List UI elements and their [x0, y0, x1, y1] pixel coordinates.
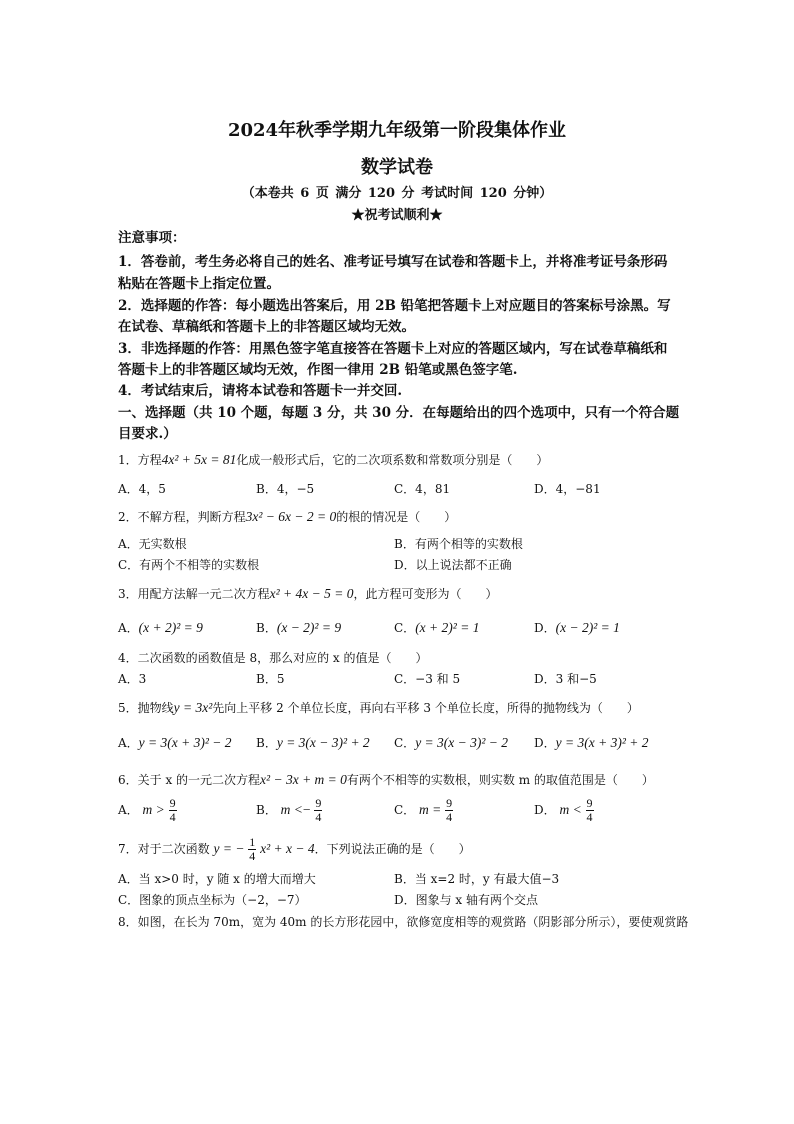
q3-option-c: [394, 619, 479, 636]
q2-suffix: 的根的情况是（ ）: [336, 510, 457, 524]
q5-option-b: [256, 734, 370, 751]
q2-option-a: A．无实数根: [118, 537, 187, 551]
q7-eq-post: x² + x − 4: [260, 841, 315, 856]
q5-option-d-label: D．: [534, 736, 556, 750]
q2-option-c: C．有两个不相等的实数根: [118, 558, 260, 572]
question-8: 8．如图，在长为 70m，宽为 40m 的长方形花园中，欲修宽度相等的观赏路（阴影部分所示），要使观赏路: [118, 915, 689, 929]
section-1-line-1: 一、选择题（共 10 个题，每题 3 分，共 30 分．在每题给出的四个选项中，只有一个符合题: [118, 405, 680, 421]
fraction-numerator: 9: [169, 796, 176, 810]
q6-option-d: [534, 797, 594, 824]
q3-option-a: [118, 619, 203, 636]
q6-option-d-label: D．: [534, 803, 556, 817]
q5-option-a-label: A．: [118, 736, 139, 750]
fraction-denominator: 4: [169, 810, 176, 824]
q3-suffix: ，此方程可变形为（ ）: [353, 587, 498, 601]
q5-suffix: 先向上平移 2 个单位长度，再向右平移 3 个单位长度，所得的抛物线为（ ）: [212, 701, 639, 715]
q3-option-b: [256, 619, 341, 636]
q6-option-b-sign: −: [302, 802, 311, 817]
exam-title: 2024年秋季学期九年级第一阶段集体作业: [227, 120, 567, 141]
q3-option-a-label: A．: [118, 621, 139, 635]
q5-option-c-expr: y = 3(x − 3)² − 2: [415, 735, 509, 750]
q2-equation: 3x² − 6x − 2 = 0: [245, 509, 337, 524]
q5-option-a: [118, 734, 232, 751]
q3-equation: x² + 4x − 5 = 0: [269, 586, 354, 601]
question-2: [118, 508, 456, 525]
q5-option-b-expr: y = 3(x − 3)² + 2: [276, 735, 370, 750]
q6-option-b-label: B．: [256, 803, 277, 817]
q6-option-b-expr: m <: [280, 802, 303, 817]
subject-title: 数学试卷: [361, 157, 433, 178]
q6-option-b: [256, 797, 322, 824]
q5-option-a-expr: y = 3(x + 3)² − 2: [138, 735, 232, 750]
q7-option-c: C．图象的顶点坐标为（−2，−7）: [118, 893, 307, 907]
q3-option-d-expr: (x − 2)² = 1: [555, 620, 620, 635]
q5-prefix: 5．抛物线: [118, 701, 174, 715]
q7-fraction: [248, 836, 256, 863]
q6-option-d-fraction: [586, 797, 594, 824]
blessing-text: ★祝考试顺利★: [351, 208, 443, 223]
fraction-numerator: 9: [315, 796, 322, 810]
q3-prefix: 3．用配方法解一元二次方程: [118, 587, 270, 601]
question-3: [118, 585, 498, 602]
exam-info: （本卷共 6 页 满分 120 分 考试时间 120 分钟）: [241, 186, 553, 201]
q6-option-c-expr: m =: [419, 802, 442, 817]
q5-option-d: [534, 734, 648, 751]
notes-heading: 注意事项：: [118, 230, 186, 246]
fraction-denominator: 4: [586, 810, 593, 824]
q2-option-b: B．有两个相等的实数根: [394, 537, 523, 551]
q6-option-a-label: A．: [118, 803, 139, 817]
q6-option-a: [118, 797, 177, 824]
q6-option-c: [394, 797, 453, 824]
q1-option-c: C．4，81: [394, 482, 451, 496]
question-7: [118, 836, 471, 863]
q3-option-d-label: D．: [534, 621, 556, 635]
q5-equation: y = 3x²: [173, 700, 213, 715]
note-2-line-2: 在试卷、草稿纸和答题卡上的非答题区域均无效。: [118, 319, 415, 335]
q4-option-d: D．3 和−5: [534, 672, 597, 686]
q1-option-d: D．4，−81: [534, 482, 601, 496]
q3-option-c-label: C．: [394, 621, 416, 635]
q4-option-c: C．−3 和 5: [394, 672, 461, 686]
q6-equation: x² − 3x + m = 0: [260, 772, 347, 787]
note-2-line-1: 2．选择题的作答：每小题选出答案后，用 2B 铅笔把答题卡上对应题目的答案标号涂黑。写: [118, 298, 671, 314]
q1-option-b: B．4，−5: [256, 482, 315, 496]
fraction-numerator: 9: [446, 796, 453, 810]
q2-prefix: 2．不解方程，判断方程: [118, 510, 246, 524]
note-1-line-1: 1．答卷前，考生务必将自己的姓名、准考证号填写在试卷和答题卡上，并将准考证号条形码: [118, 254, 668, 270]
q6-option-c-fraction: [445, 797, 453, 824]
fraction-numerator: 9: [586, 796, 593, 810]
fraction-denominator: 4: [446, 810, 453, 824]
q3-option-d: [534, 619, 620, 636]
q1-equation: 4x² + 5x = 81: [161, 452, 237, 467]
q2-option-d: D．以上说法都不正确: [394, 558, 512, 572]
q1-suffix: 化成一般形式后，它的二次项系数和常数项分别是（ ）: [236, 453, 549, 467]
note-3-line-2: 答题卡上的非答题区域均无效，作图一律用 2B 铅笔或黑色签字笔.: [118, 362, 518, 378]
question-6: [118, 771, 654, 788]
q7-suffix: ．下列说法正确的是（ ）: [314, 842, 471, 856]
question-5: [118, 699, 639, 716]
note-3-line-1: 3．非选择题的作答：用黑色签字笔直接答在答题卡上对应的答题区域内，写在试卷草稿纸和: [118, 341, 668, 357]
q7-eq-pre: y = −: [213, 841, 245, 856]
q3-option-b-expr: (x − 2)² = 9: [276, 620, 342, 635]
q6-option-b-fraction: [314, 797, 322, 824]
q5-option-d-expr: y = 3(x + 3)² + 2: [555, 735, 649, 750]
note-4: 4．考试结束后，请将本试卷和答题卡一并交回.: [118, 383, 403, 399]
q6-suffix: 有两个不相等的实数根，则实数 m 的取值范围是（ ）: [346, 773, 654, 787]
q6-option-a-fraction: [169, 797, 177, 824]
q3-option-a-expr: (x + 2)² = 9: [138, 620, 203, 635]
fraction-numerator: 1: [249, 835, 256, 849]
fraction-denominator: 4: [315, 810, 322, 824]
q4-option-b: B．5: [256, 672, 285, 686]
q4-option-a: A．3: [118, 672, 147, 686]
q3-option-c-expr: (x + 2)² = 1: [415, 620, 480, 635]
q7-option-b: B．当 x=2 时，y 有最大值−3: [394, 872, 560, 886]
q1-prefix: 1．方程: [118, 453, 162, 467]
q7-option-a: A．当 x>0 时，y 随 x 的增大而增大: [118, 872, 316, 886]
q5-option-c-label: C．: [394, 736, 416, 750]
question-4: 4．二次函数的函数值是 8，那么对应的 x 的值是（ ）: [118, 651, 428, 665]
q1-option-a: A．4，5: [118, 482, 166, 496]
fraction-denominator: 4: [249, 849, 256, 863]
q7-prefix: 7．对于二次函数: [118, 842, 210, 856]
q6-prefix: 6．关于 x 的一元二次方程: [118, 773, 261, 787]
q5-option-b-label: B．: [256, 736, 277, 750]
q3-option-b-label: B．: [256, 621, 277, 635]
question-1: [118, 451, 548, 468]
q7-option-d: D．图象与 x 轴有两个交点: [394, 893, 539, 907]
q5-option-c: [394, 734, 508, 751]
note-1-line-2: 粘贴在答题卡上指定位置。: [118, 276, 280, 292]
section-1-line-2: 目要求.）: [118, 426, 177, 442]
q6-option-d-expr: m <: [559, 802, 582, 817]
q6-option-c-label: C．: [394, 803, 416, 817]
q6-option-a-expr: m >: [142, 802, 165, 817]
